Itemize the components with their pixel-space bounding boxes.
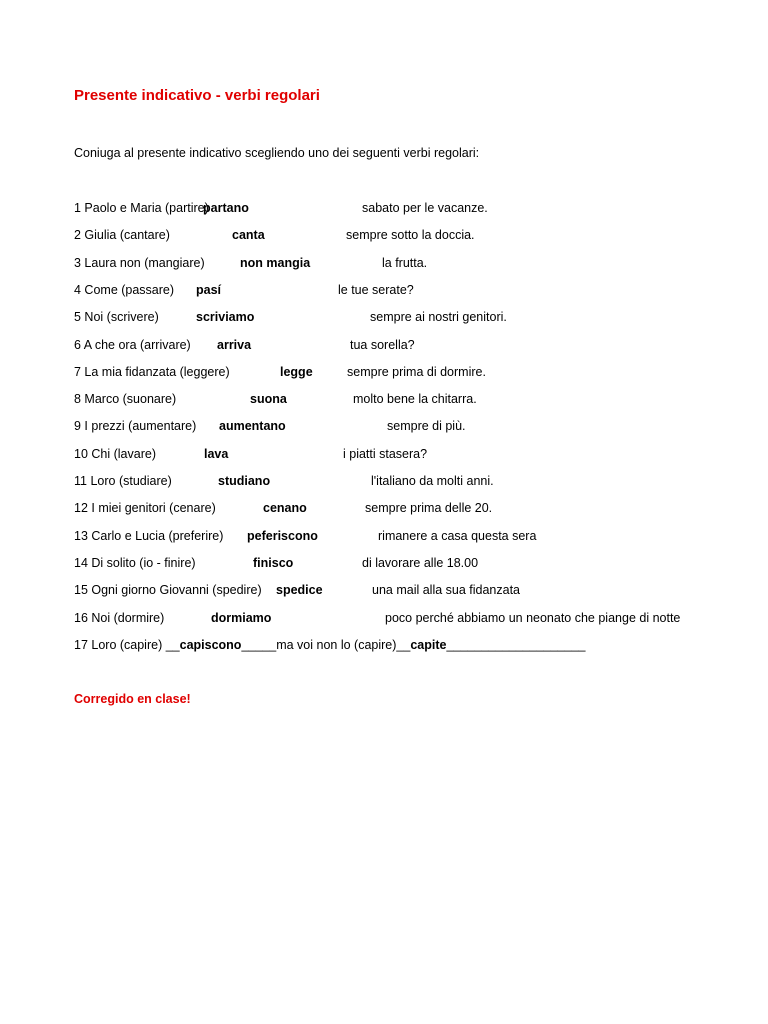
item-answer: arriva [217,337,252,352]
document-title: Presente indicativo - verbi regolari [74,87,320,104]
item-answer: lava [204,446,229,461]
exercise-item-8 [0,392,768,410]
item-prompt: 17 Loro (capire) __ [74,637,180,652]
item-rest: la frutta. [382,255,428,270]
item-prompt: 11 Loro (studiare) [74,474,172,488]
item-prompt: 5 Noi (scrivere) [74,310,159,325]
exercise-item-14 [0,556,768,574]
item-prompt: 6 A che ora (arrivare) [74,337,191,352]
instructions-text: Coniuga al presente indicativo scegliendo uno dei seguenti verbi regolari: [74,146,480,160]
item-answer: finisco [253,555,294,570]
item-rest: sempre prima di dormire. [347,364,486,379]
item-rest: sempre sotto la doccia. [346,228,475,243]
exercise-item-9 [0,419,768,437]
item-answer: pasí [196,282,222,297]
item-answer: capite [410,637,447,652]
item-rest: sempre di più. [387,419,466,434]
exercise-item-11 [0,474,768,492]
exercise-item-17 [74,638,586,652]
exercise-item-5 [0,310,768,328]
item-rest: sempre ai nostri genitori. [370,310,507,325]
item-answer: studiano [218,474,271,488]
item-rest: i piatti stasera? [343,446,428,461]
item-prompt: 9 I prezzi (aumentare) [74,419,197,434]
item-answer: partano [203,201,249,215]
item-answer: peferiscono [247,528,318,543]
item-answer: cenano [263,501,307,516]
exercise-item-12 [0,501,768,519]
exercise-item-10 [0,447,768,465]
item-answer: non mangia [240,255,311,270]
item-answer: capiscono [179,637,242,652]
item-rest: sabato per le vacanze. [362,201,488,215]
item-rest: l'italiano da molti anni. [371,474,494,488]
item-answer: legge [280,364,313,379]
exercise-item-2 [0,228,768,246]
item-answer: canta [232,228,265,243]
correction-note: Corregido en clase! [74,692,191,706]
item-rest: di lavorare alle 18.00 [362,555,479,570]
item-prompt: 12 I miei genitori (cenare) [74,501,216,516]
exercise-item-13 [0,529,768,547]
item-prompt: 13 Carlo e Lucia (preferire) [74,528,224,543]
item-answer: suona [250,392,287,407]
item-answer: aumentano [219,419,286,434]
item-rest: sempre prima delle 20. [365,501,493,516]
item-prompt: 7 La mia fidanzata (leggere) [74,364,230,379]
item-rest: una mail alla sua fidanzata [372,583,521,598]
item-rest: tua sorella? [350,337,415,352]
item-rest: le tue serate? [338,282,414,297]
item-prompt: 8 Marco (suonare) [74,392,177,407]
item-answer: dormiamo [211,610,272,625]
item-rest: poco perché abbiamo un neonato che piange di notte [385,610,681,625]
item-prompt: 14 Di solito (io - finire) [74,555,196,570]
exercise-item-4 [0,283,768,301]
item-middle: _____ma voi non lo (capire)__ [241,637,411,652]
item-prompt: 10 Chi (lavare) [74,446,156,461]
item-prompt: 4 Come (passare) [74,282,175,297]
item-prompt: 15 Ogni giorno Giovanni (spedire) [74,583,262,598]
exercise-item-15 [0,583,768,601]
exercise-item-3 [0,256,768,274]
item-answer: scriviamo [196,310,255,325]
exercise-item-7 [0,365,768,383]
exercise-item-1 [0,201,768,219]
exercise-item-6 [0,338,768,356]
item-blank: ____________________ [446,637,586,652]
exercise-item-16 [0,611,768,629]
item-prompt: 16 Noi (dormire) [74,610,165,625]
item-prompt: 1 Paolo e Maria (partire) [74,201,209,215]
item-rest: molto bene la chitarra. [353,392,477,407]
item-answer: spedice [276,583,323,598]
item-prompt: 3 Laura non (mangiare) [74,255,205,270]
item-rest: rimanere a casa questa sera [378,528,537,543]
item-prompt: 2 Giulia (cantare) [74,228,170,243]
